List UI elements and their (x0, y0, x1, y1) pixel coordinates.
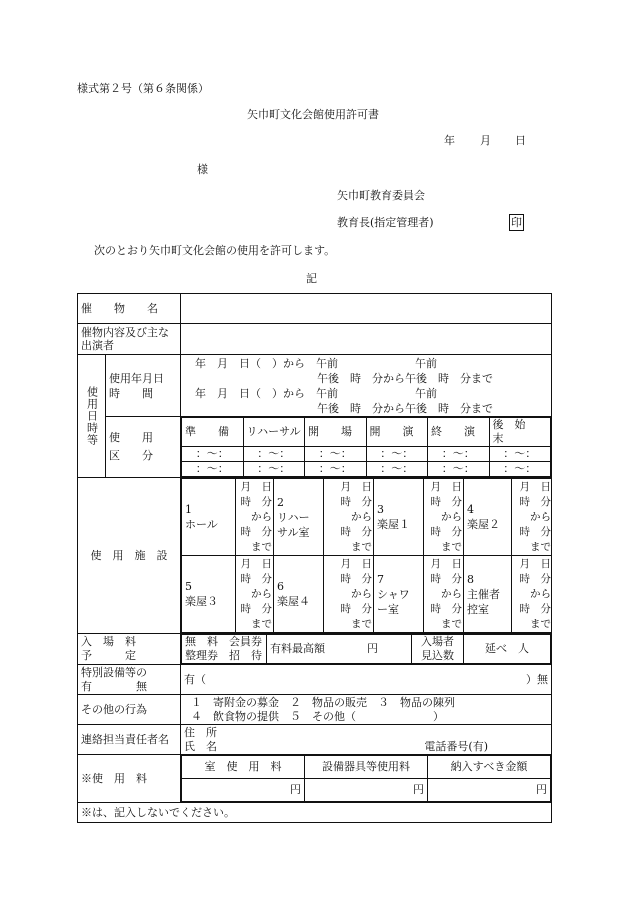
usage-datetime-label: 使用日時等 (78, 355, 106, 478)
time-slot[interactable]: ：～： (428, 462, 490, 477)
other-acts-row (78, 695, 552, 725)
facility-3[interactable]: 3 楽屋１ (374, 479, 424, 556)
total-fee-label: 納入すべき金額 (428, 756, 551, 779)
facility-label: 使 用 施 設 (78, 478, 181, 634)
facility-4-time[interactable]: 月 日 時 分 から 時 分 まで (512, 479, 552, 556)
contact-row (78, 725, 552, 755)
time-slot[interactable]: ：～： (182, 462, 244, 477)
usage-fee-row (78, 755, 552, 803)
facility-5[interactable]: 5 楽屋３ (182, 556, 236, 633)
division-table (181, 417, 551, 477)
division-header-cleanup: 後 始 末 (489, 418, 551, 447)
event-content-row (78, 324, 552, 355)
fee-max[interactable]: 有料最高額 円 (267, 635, 412, 664)
permit-form-table (77, 293, 552, 823)
facility-table (181, 478, 552, 633)
facility-1-time[interactable]: 月 日 時 分 から 時 分 まで (236, 479, 274, 556)
equipment-fee-yen[interactable]: 円 (305, 779, 428, 802)
facility-1[interactable] (182, 479, 236, 556)
entry-fee-row (78, 634, 552, 665)
facility-6-time[interactable]: 月 日 時 分 から 時 分 まで (324, 556, 374, 633)
time-slot[interactable]: ：～： (305, 462, 367, 477)
contact-label: 連絡担当責任者名 (78, 725, 181, 755)
time-slot[interactable]: ：～： (489, 447, 551, 462)
date-line-1: 年 月 日（ ）から 午前 午前 (195, 356, 437, 370)
audience-label: 入場者 見込数 (412, 635, 464, 664)
facility-row (78, 478, 552, 634)
fee-options[interactable]: 無 料 会員券 整理券 招 待 (182, 635, 267, 664)
usage-division-row (78, 417, 552, 478)
date-line-3: 年 月 日（ ）から 午前 午前 (195, 386, 437, 400)
facility-grid (181, 478, 552, 634)
entry-fee-grid (181, 634, 552, 665)
date-line-2: 午後 時 分から午後 時 分まで (317, 371, 493, 385)
facility-7-time[interactable]: 月 日 時 分 から 時 分 まで (424, 556, 464, 633)
form-number: 様式第２号（第６条関係） (77, 82, 209, 95)
note-row (78, 803, 552, 823)
total-fee-yen[interactable]: 円 (428, 779, 551, 802)
date-line-4: 午後 時 分から午後 時 分まで (317, 401, 493, 415)
usage-division-grid (181, 417, 552, 478)
other-acts-label: その他の行為 (78, 695, 181, 725)
intro-text: 次のとおり矢巾町文化会館の使用を許可します。 (94, 244, 336, 257)
facility-name: ホール (185, 518, 218, 531)
time-slot[interactable]: ：～： (489, 462, 551, 477)
time-slot[interactable]: ：～： (243, 447, 305, 462)
usage-date-values[interactable] (181, 355, 552, 417)
recipient-suffix: 様 (197, 163, 208, 176)
date-year: 年 (444, 134, 455, 147)
event-content-value[interactable] (181, 324, 552, 355)
date-day: 日 (515, 134, 526, 147)
facility-2[interactable]: 2 リハーサル室 (274, 479, 324, 556)
division-header-rehearsal: リハーサル (243, 418, 305, 447)
facility-6[interactable]: 6 楽屋４ (274, 556, 324, 633)
event-content-label: 催物内容及び主な出演者 (78, 324, 181, 355)
facility-4[interactable]: 4 楽屋２ (464, 479, 512, 556)
facility-2-time[interactable]: 月 日 時 分 から 時 分 まで (324, 479, 374, 556)
date-month: 月 (480, 134, 491, 147)
facility-no: 1 (185, 503, 192, 516)
time-slot[interactable]: ：～： (366, 462, 428, 477)
facility-5-time[interactable]: 月 日 時 分 から 時 分 まで (236, 556, 274, 633)
facility-8[interactable]: 8 主催者控室 (464, 556, 512, 633)
time-slot[interactable]: ：～： (366, 447, 428, 462)
document-title: 矢巾町文化会館使用許可書 (247, 108, 379, 121)
division-header-start: 開 演 (366, 418, 428, 447)
equipment-fee-label: 設備器具等使用料 (305, 756, 428, 779)
facility-7[interactable]: 7 シャワー室 (374, 556, 424, 633)
event-name-row (78, 294, 552, 324)
usage-date-row (78, 355, 552, 417)
room-fee-yen[interactable]: 円 (182, 779, 305, 802)
facility-8-time[interactable]: 月 日 時 分 から 時 分 まで (512, 556, 552, 633)
time-slot[interactable]: ：～： (243, 462, 305, 477)
event-name-value[interactable] (181, 294, 552, 324)
other-acts-value[interactable]: １ 寄附金の募金 ２ 物品の販売 ３ 物品の陳列 ４ 飲食物の提供 ５ その他（ ） (181, 695, 552, 725)
ki-heading: 記 (306, 272, 317, 285)
time-slot[interactable]: ：～： (428, 447, 490, 462)
special-equipment-row (78, 665, 552, 695)
special-equipment-label: 特別設備等の 有 無 (78, 665, 181, 695)
usage-fee-grid (181, 755, 552, 803)
usage-division-label: 使 用 区 分 (106, 417, 181, 478)
usage-date-label: 使用年月日 時 間 (106, 355, 181, 417)
audience-total[interactable]: 延べ 人 (464, 635, 551, 664)
usage-fee-label: ※使 用 料 (78, 755, 181, 803)
note-text: ※は、記入しないでください。 (78, 803, 552, 823)
division-header-end: 終 演 (428, 418, 490, 447)
room-fee-label: 室 使 用 料 (182, 756, 305, 779)
division-header-open: 開 場 (305, 418, 367, 447)
facility-3-time[interactable]: 月 日 時 分 から 時 分 まで (424, 479, 464, 556)
contact-value[interactable]: 住 所 氏 名 電話番号(有) (181, 725, 552, 755)
seal-mark: 印 (511, 216, 522, 229)
time-slot[interactable]: ：～： (305, 447, 367, 462)
entry-fee-label: 入 場 料 予 定 (78, 634, 181, 665)
event-name-label: 催 物 名 (78, 294, 181, 324)
division-header-prep: 準 備 (182, 418, 244, 447)
issuer-title: 教育長(指定管理者) (337, 216, 434, 229)
special-equipment-value[interactable]: 有（ ）無 (181, 665, 552, 695)
time-slot[interactable]: ：～： (182, 447, 244, 462)
issuer-organization: 矢巾町教育委員会 (337, 189, 425, 202)
